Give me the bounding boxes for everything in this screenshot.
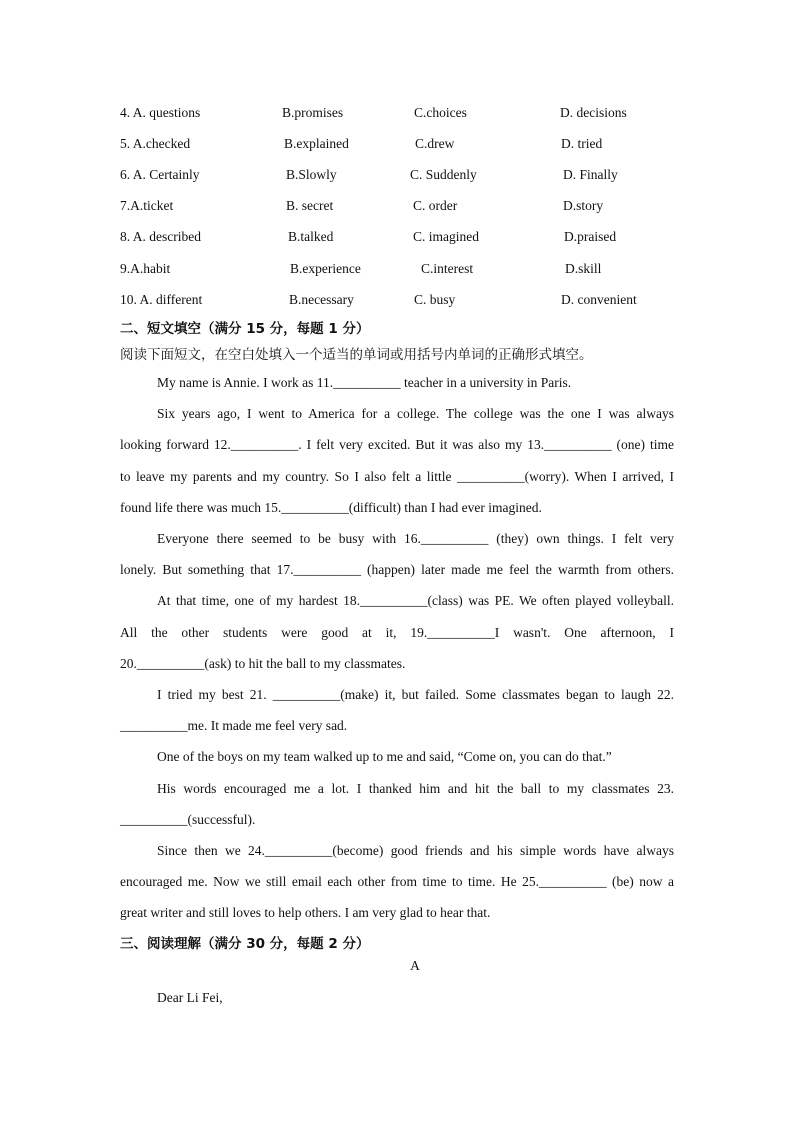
option-row-4	[120, 105, 680, 125]
option-b: B.explained	[284, 136, 349, 151]
option-c: C.choices	[414, 105, 467, 120]
option-row-9	[120, 261, 680, 281]
passage-line: I tried my best 21. __________(make) it, but failed. Some classmates began to laugh 22.	[157, 687, 674, 702]
option-c: C.drew	[415, 136, 455, 151]
letter-salutation: Dear Li Fei,	[157, 990, 223, 1005]
passage-line: One of the boys on my team walked up to me and said, “Come on, you can do that.”	[157, 749, 612, 764]
option-a: 6. A. Certainly	[120, 167, 200, 182]
option-d: D. decisions	[560, 105, 627, 120]
option-c: C. order	[413, 198, 458, 213]
option-row-7	[120, 198, 680, 218]
option-a: 9.A.habit	[120, 261, 171, 276]
option-c: C. Suddenly	[410, 167, 477, 182]
passage-line: encouraged me. Now we still email each other from time to time. He 25.__________ (be) now a	[120, 874, 674, 889]
passage-line: __________(successful).	[120, 812, 256, 827]
option-b: B.experience	[290, 261, 361, 276]
option-c: C. imagined	[413, 229, 479, 244]
passage-line: Six years ago, I went to America for a college. The college was the one I was always	[157, 406, 674, 421]
passage-line: lonely. But something that 17.__________ (happen) later made me feel the warmth from others.	[120, 562, 674, 577]
option-row-10	[120, 292, 680, 312]
option-d: D.story	[563, 198, 604, 213]
passage-line: looking forward 12.__________. I felt very excited. But it was also my 13.__________ (one) time	[120, 437, 674, 452]
passage-line: __________me. It made me feel very sad.	[120, 718, 348, 733]
option-b: B. secret	[286, 198, 334, 213]
option-c: C.interest	[421, 261, 474, 276]
section-heading-reading: 三、阅读理解（满分 30 分，每题 2 分）	[120, 936, 370, 952]
section-instruction: 阅读下面短文，在空白处填入一个适当的单词或用括号内单词的正确形式填空。	[120, 347, 593, 363]
option-d: D. convenient	[561, 292, 637, 307]
passage-line: 20.__________(ask) to hit the ball to my classmates.	[120, 656, 406, 671]
part-label: A	[410, 958, 420, 973]
option-c: C. busy	[414, 292, 456, 307]
option-row-6	[120, 167, 680, 187]
option-a: 4. A. questions	[120, 105, 201, 120]
option-b: B.talked	[288, 229, 334, 244]
passage-line: Since then we 24.__________(become) good friends and his simple words have always	[157, 843, 674, 858]
passage-line: to leave my parents and my country. So I also felt a little __________(worry). When I arrived, I	[120, 469, 674, 484]
option-b: B.Slowly	[286, 167, 337, 182]
option-b: B.necessary	[289, 292, 354, 307]
passage-line: My name is Annie. I work as 11.__________ teacher in a university in Paris.	[157, 375, 572, 390]
option-row-5	[120, 136, 680, 156]
passage-line: great writer and still loves to help others. I am very glad to hear that.	[120, 905, 491, 920]
option-a: 5. A.checked	[120, 136, 191, 151]
passage-line: All the other students were good at it, 19.__________I wasn't. One afternoon, I	[120, 625, 674, 640]
option-d: D.praised	[564, 229, 617, 244]
option-d: D. tried	[561, 136, 603, 151]
option-b: B.promises	[282, 105, 344, 120]
option-a: 7.A.ticket	[120, 198, 174, 213]
passage-line: found life there was much 15.__________(difficult) than I had ever imagined.	[120, 500, 542, 515]
option-d: D.skill	[565, 261, 602, 276]
option-a: 8. A. described	[120, 229, 201, 244]
option-d: D. Finally	[563, 167, 618, 182]
passage-line: His words encouraged me a lot. I thanked him and hit the ball to my classmates 23.	[157, 781, 674, 796]
option-a: 10. A. different	[120, 292, 203, 307]
option-row-8	[120, 229, 680, 249]
section-heading-cloze: 二、短文填空（满分 15 分，每题 1 分）	[120, 321, 370, 337]
passage-line: At that time, one of my hardest 18.__________(class) was PE. We often played volleyball.	[157, 593, 674, 608]
passage-line: Everyone there seemed to be busy with 16.__________ (they) own things. I felt very	[157, 531, 674, 546]
